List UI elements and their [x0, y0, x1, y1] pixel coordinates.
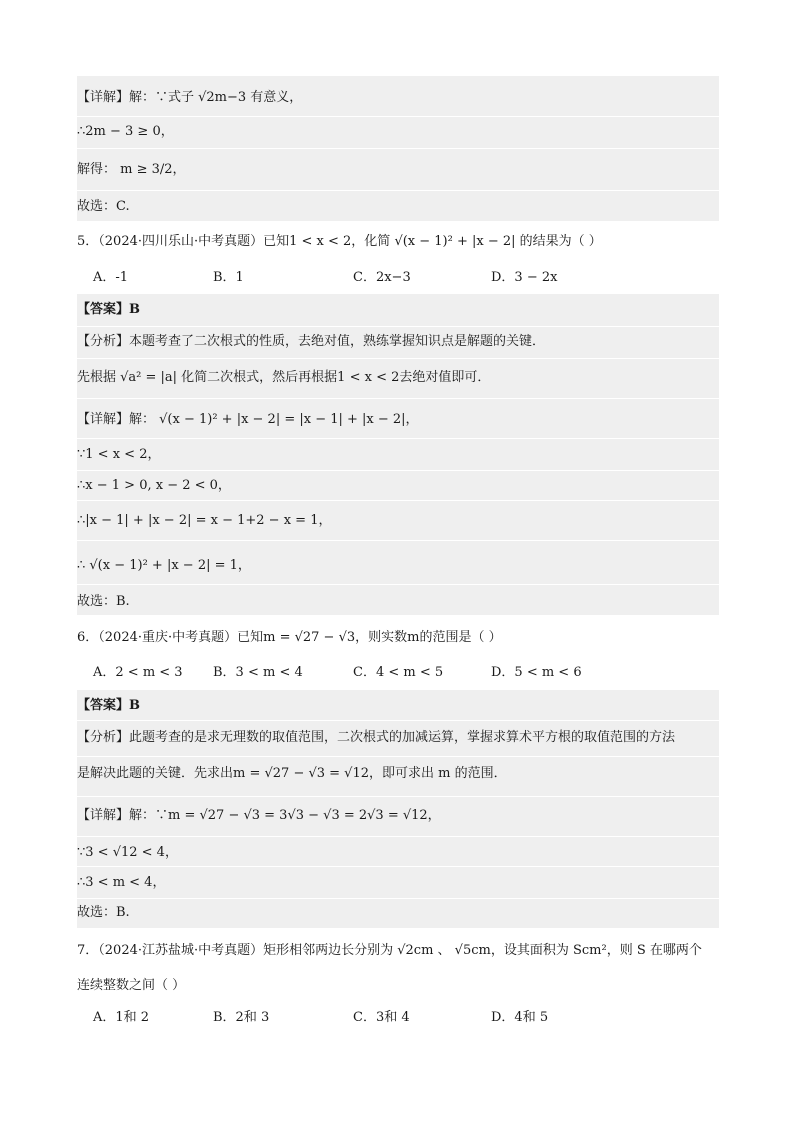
q4-detail: 【详解】解：∵式子 √2m−3 有意义， — [77, 90, 303, 105]
q7-stem-line2: 连续整数之间（ ） — [77, 978, 186, 993]
q7-option-d: D．4和 5 — [491, 1010, 549, 1025]
q6-step1: ∵3 < √12 < 4， — [77, 845, 178, 860]
q6-option-a: A．2 < m < 3 — [93, 665, 183, 680]
q4-step2: 解得： m ≥ 3/2， — [77, 162, 186, 177]
q5-step1: ∵1 < x < 2， — [77, 447, 161, 462]
q7-option-a: A．1和 2 — [93, 1010, 150, 1025]
q6-option-c: C．4 < m < 5 — [353, 665, 444, 680]
q6-stem: 6．（2024·重庆·中考真题）已知m = √27 − √3，则实数m的范围是（ ） — [77, 630, 502, 645]
q5-answer-key: 【答案】B — [77, 302, 140, 317]
q7-stem-line1: 7．（2024·江苏盐城·中考真题）矩形相邻两边长分别为 √2cm 、 √5cm，设其面积为 Scm²，则 S 在哪两个 — [77, 943, 702, 958]
q5-analysis: 【分析】本题考查了二次根式的性质，去绝对值，熟练掌握知识点是解题的关键． — [77, 334, 546, 349]
q5-option-b: B．1 — [213, 270, 244, 285]
q5-option-d: D．3 − 2x — [491, 270, 558, 285]
q5-answer: 故选：B. — [77, 594, 130, 609]
q6-option-d: D．5 < m < 6 — [491, 665, 582, 680]
q7-option-b: B．2和 3 — [213, 1010, 270, 1025]
q5-option-c: C．2x−3 — [353, 270, 411, 285]
q6-analysis-2: 是解决此题的关键．先求出m = √27 − √3 = √12，即可求出 m 的范围． — [77, 766, 507, 781]
q5-stem: 5．（2024·四川乐山·中考真题）已知1 < x < 2，化简 √(x − 1)² + |x − 2| 的结果为（ ） — [77, 234, 602, 249]
q6-step2: ∴3 < m < 4， — [77, 875, 166, 890]
q4-answer: 故选：C. — [77, 199, 130, 214]
q5-analysis-2: 先根据 √a² = |a| 化简二次根式，然后再根据1 < x < 2去绝对值即可． — [77, 370, 491, 385]
q6-detail: 【详解】解：∵m = √27 − √3 = 3√3 − √3 = 2√3 = √12， — [77, 808, 441, 823]
q6-answer-key: 【答案】B — [77, 698, 140, 713]
q5-detail: 【详解】解： √(x − 1)² + |x − 2| = |x − 1| + |x − 2|， — [77, 412, 419, 427]
q6-answer: 故选：B. — [77, 905, 130, 920]
q7-option-c: C．3和 4 — [353, 1010, 410, 1025]
q6-option-b: B．3 < m < 4 — [213, 665, 303, 680]
q5-step2: ∴x − 1 > 0, x − 2 < 0， — [77, 478, 231, 493]
q6-analysis: 【分析】此题考查的是求无理数的取值范围，二次根式的加减运算，掌握求算术平方根的取值范围的方法 — [77, 730, 676, 745]
q4-step1: ∴2m − 3 ≥ 0， — [77, 124, 174, 139]
q5-step3: ∴|x − 1| + |x − 2| = x − 1+2 − x = 1， — [77, 513, 332, 528]
q5-step4: ∴ √(x − 1)² + |x − 2| = 1， — [77, 558, 251, 573]
q5-option-a: A．-1 — [93, 270, 129, 285]
